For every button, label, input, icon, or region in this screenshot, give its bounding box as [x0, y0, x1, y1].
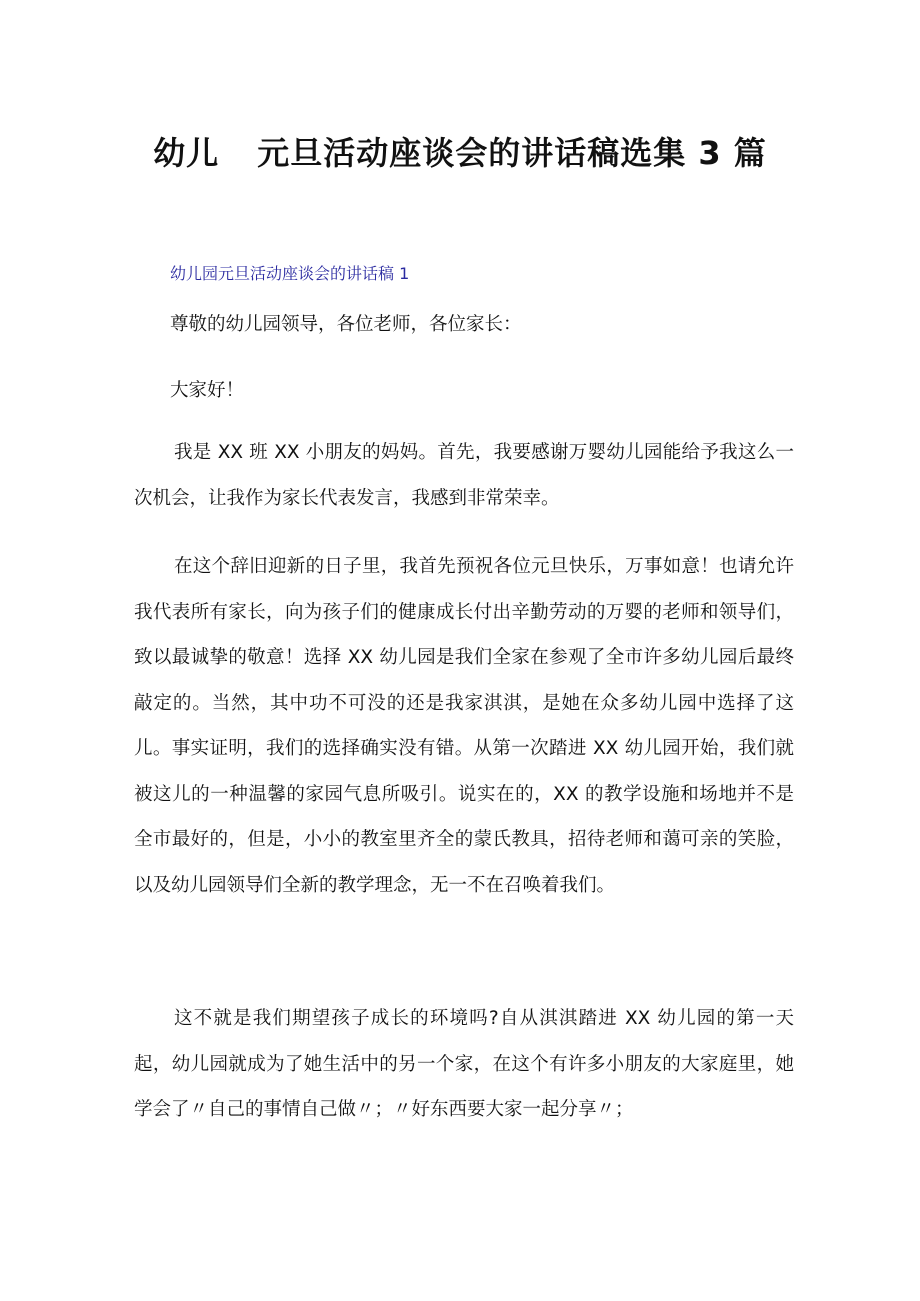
title-part-2: 元旦活动座谈会的讲话稿选集 3 篇 — [257, 134, 767, 172]
paragraph-2: 在这个辞旧迎新的日子里，我首先预祝各位元旦快乐，万事如意！也请允许我代表所有家长，向为孩子们的健康成长付出辛勤劳动的万婴的老师和领导们，致以最诚挚的敬意！选择 XX 幼儿园是我们全家在参观了全市许多幼儿园后最终敲定的。当然，其中功不可没的还是我家淇淇，是她在众多幼儿园中选择了这儿。事实证明，我们的选择确实没有错。从第一次踏进 XX 幼儿园开始，我们就被这儿的一种温馨的家园气息所吸引。说实在的，XX 的教学设施和场地并不是全市最好的，但是，小小的教室里齐全的蒙氏教具，招待老师和蔼可亲的笑脸，以及幼儿园领导们全新的教学理念，无一不在召唤着我们。 — [134, 556, 794, 896]
document-title — [0, 128, 920, 174]
salutation-line: 尊敬的幼儿园领导，各位老师，各位家长： — [170, 314, 522, 335]
section-subtitle: 幼儿园元旦活动座谈会的讲话稿 1 — [170, 264, 410, 283]
paragraph-1: 我是 XX 班 XX 小朋友的妈妈。首先，我要感谢万婴幼儿园能给予我这么一次机会，让我作为家长代表发言，我感到非常荣幸。 — [134, 442, 794, 509]
paragraph-3: 这不就是我们期望孩子成长的环境吗?自从淇淇踏进 XX 幼儿园的第一天起，幼儿园就成为了她生活中的另一个家，在这个有许多小朋友的大家庭里，她学会了〃自己的事情自己做〃；〃好东西要大家一起分享〃； — [134, 1008, 794, 1120]
title-part-1: 幼儿 — [153, 134, 220, 172]
greeting-line: 大家好！ — [170, 380, 245, 401]
